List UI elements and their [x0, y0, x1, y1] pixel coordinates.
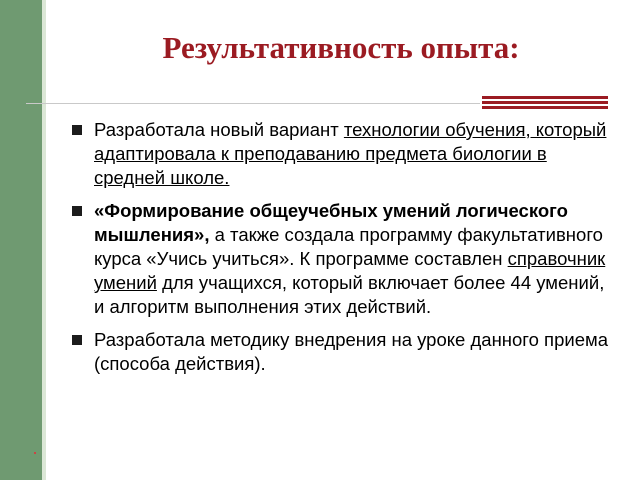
bullet-1-text: Разработала новый вариант: [94, 119, 344, 140]
bullet-2-underlined-text: справочник умений: [94, 248, 606, 293]
square-bullet-icon: [72, 125, 82, 135]
title-divider-line: [26, 103, 480, 104]
slide-title: Результативность опыта:: [162, 30, 520, 65]
bullet-item-1: [72, 118, 612, 190]
bullet-item-2: [72, 199, 612, 319]
bullet-2-text-end: для учащихся, который включает более 44 умений, и алгоритм выполнения этих действий.: [94, 272, 605, 317]
bullet-1-underlined-text: технологии обучения, который адаптировала к преподаванию предмета биологии в средней школе.: [94, 119, 607, 188]
stray-dot: [34, 452, 36, 454]
bullet-2-text: а также создала программу факультативного курса «Учись учиться». К программе составлен: [94, 224, 603, 269]
bullet-item-3: [72, 328, 612, 376]
square-bullet-icon: [72, 335, 82, 345]
title-divider-stripes: [482, 96, 608, 111]
bullet-2-bold-text: «Формирование общеучебных умений логического мышления»,: [94, 200, 568, 245]
bullet-list: [72, 118, 612, 385]
bullet-3-text: Разработала методику внедрения на уроке данного приема (способа действия).: [94, 329, 608, 374]
left-decorative-bar: [0, 0, 46, 480]
square-bullet-icon: [72, 206, 82, 216]
